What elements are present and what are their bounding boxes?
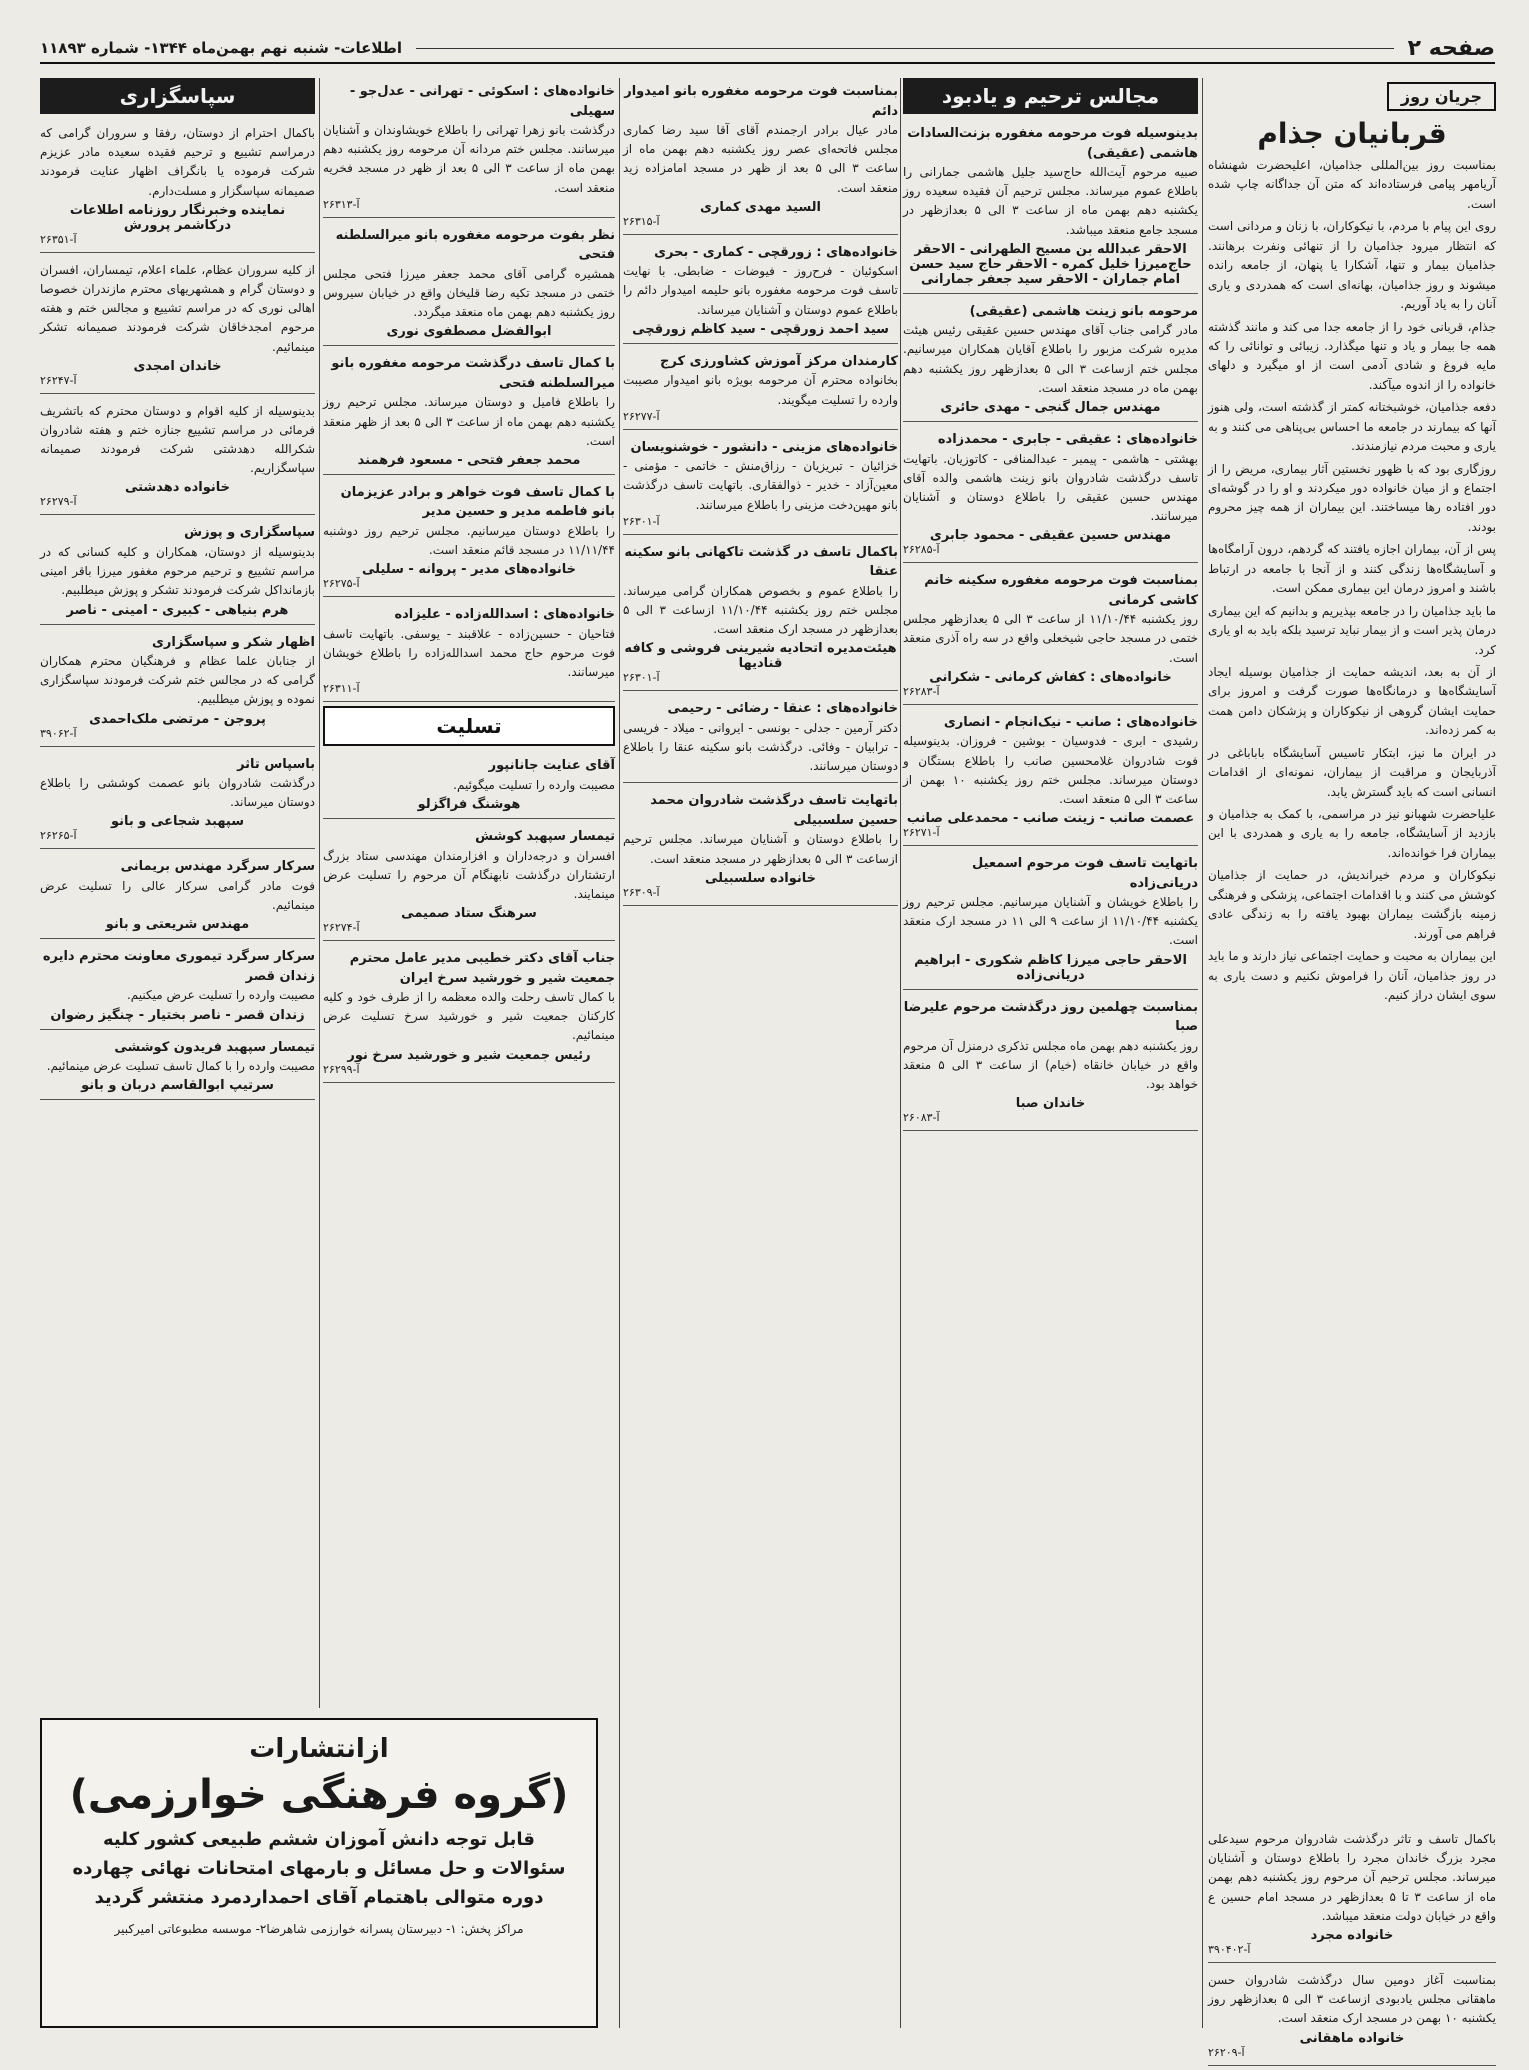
notice-title: سرکار سرگرد مهندس بریمانی bbox=[120, 859, 315, 875]
notice-item bbox=[903, 567, 1198, 705]
notice-item bbox=[623, 348, 898, 430]
editorial-paragraph: در ایران ما نیز، ابتکار تاسیس آسایشگاه بابا‌باغی در آذربایجان و مراقبت از بیماران، نمونه‌ای از اقدامات انسانی است که باید گسترش یابد. bbox=[1208, 745, 1496, 799]
notice-list bbox=[323, 78, 615, 702]
notice-title: خانواده‌های : زورقچی - کماری - بحری bbox=[654, 244, 898, 260]
notice-body: صبیه مرحوم آیت‌الله حاج‌سید جلیل هاشمی جمارانی را باطلاع عموم میرساند. مجلس ترحیم آن فقیده سعیده روز یکشنبه دهم بهمن ماه از ساعت ۳ الی ۵ بعدازظهر در مسجد جامع منعقد میباشد. bbox=[903, 165, 1198, 237]
notice-body: افسران و درجه‌داران و افزارمندان مهندسی ستاد بزرگ ارتشتاران درگذشت نابهنگام آن مرحوم را تسلیت عرض مینمایند. bbox=[323, 848, 615, 901]
notice-code: آ-۲۶۲۶۵ bbox=[40, 829, 77, 843]
notice-body: فتاحیان - حسین‌زاده - علاقبند - یوسفی. باتهایت تاسف فوت مرحوم حاج محمد اسدالله‌زاده را باطلاع خویشان میرسانند. bbox=[323, 626, 615, 680]
thanks-banner: سپاسگزاری bbox=[40, 78, 315, 114]
notice-title: بمناسبت فوت مرحومه مغفوره سکینه خانم کاشی کرمانی bbox=[924, 573, 1198, 608]
notice-body: با کمال تاسف رحلت والده معظمه را از طرف خود و کلیه کارکنان جمعیت شیر و خورشید سرخ تسلیت عرض مینمائیم. bbox=[323, 990, 615, 1043]
notice-code: آ-۲۶۲۷۹ bbox=[40, 495, 77, 509]
editorial-title: قربانیان جذام bbox=[1257, 117, 1447, 150]
notice-title: خانواده‌های : اسکوئی - تهرانی - عدل‌جو - سهیلی bbox=[349, 84, 615, 119]
editorial-paragraph: روی این پیام با مردم، با نیکوکاران، با زنان و مردانی است که انتظار میرود جذامیان را از تنهائی ونفرت برهانند. جذامیان بیمار و تنها، آشکارا یا پنهان، از جامعه رانده میشوند و روز جذامیان، بهانه‌ای است که همدردی و یاری آنان را به یاد آوریم. bbox=[1208, 219, 1496, 312]
notice-signature: خانواده‌های مدیر - پروانه - سلیلی bbox=[362, 562, 576, 578]
editorial-paragraph: دفعه جذامیان، خوشبختانه کمتر از گذشته است، ولی هنوز آنها که بیمارند در جامعه ما احساس بی‌پناهی می کنند و به یاری و محبت مردم نیازمندند. bbox=[1208, 400, 1496, 454]
notice-signature: مهندس حسین عقیقی - محمود جابری bbox=[929, 528, 1172, 544]
notice-signature: السید مهدی کماری bbox=[699, 199, 822, 215]
notice-item bbox=[623, 695, 898, 783]
notice-signature: خاندان صبا bbox=[1015, 1096, 1086, 1112]
notice-title: با کمال تاسف فوت خواهر و برادر عزیزمان بانو فاطمه مدیر و حسین مدیر bbox=[340, 484, 615, 520]
memorial-column-3 bbox=[323, 78, 615, 1718]
notice-body: اسکوئیان - فرح‌روز - فیوضات - ضابطی. با نهایت تاسف فوت مرحومه مغفوره بانو حلیمه امیدوار دائم را باطلاع عموم دوستان و آشنایان میرساند. bbox=[623, 264, 898, 317]
notice-title: مرحومه بانو زینت هاشمی (عقیقی) bbox=[969, 303, 1198, 319]
notice-body: باکمال احترام از دوستان، رفقا و سروران گرامی که درمراسم تشییع و ترحیم فقیده سعیده مادر عزیزم شرکت فرموده یا بانگراف اظهار عنایت فرمودند صمیمانه سپاسگزار و مسلت‌دارم. bbox=[40, 126, 315, 198]
notice-item bbox=[40, 751, 315, 850]
notice-code: آ-۲۶۲۸۳ bbox=[903, 684, 940, 698]
notice-title: باتهایت تاسف درگذشت شادروان محمد حسین سلسبیلی bbox=[650, 793, 898, 828]
notice-body: از کلیه سروران عظام، علماء اعلام، تیمساران، افسران و دوستان گرام و همشهریهای محترم مازندران خصوصا اهالی نوری که در مراسم تشییع و مجالس ختم و هفته مرحوم امجدخاقان شرکت فرمودند صمیمانه تشکر مینمائیم. bbox=[40, 262, 315, 354]
notice-item bbox=[323, 601, 615, 702]
notice-body: باکمال تاسف و تاثر درگذشت شادروان مرحوم سیدعلی مجرد بزرگ خاندان مجرد را باطلاع دوستان و آشنایان میرساند. مجلس ترحیم آن مرحوم روز یکشنبه دهم بهمن ماه از ساعت ۳ تا ۵ بعدازظهر در مسجد امام حسین ع واقع در خیابان دولت منعقد میباشد. bbox=[1208, 1832, 1497, 1923]
notice-code: آ-۲۶۲۷۴ bbox=[323, 921, 360, 935]
notice-body: درگذشت بانو زهرا تهرانی را باطلاع خویشاوندان و آشنایان میرسانند. مجلس ختم مردانه آن مرحومه روز یکشنبه دهم بهمن ماه از ساعت ۳ الی ۵ بعد از ظهر در مسجد فخریه منعقد است. bbox=[323, 123, 616, 195]
notice-title: باتهایت تاسف فوت مرحوم اسمعیل دریانی‌زاده bbox=[972, 856, 1198, 891]
notice-signature: خانواده سلسبیلی bbox=[704, 870, 816, 886]
notice-code: آ-۲۶۳۱۳ bbox=[323, 197, 360, 211]
notice-title: خانواده‌های : عقیقی - جابری - محمدزاده bbox=[937, 432, 1198, 447]
notice-item bbox=[40, 853, 315, 939]
notice-title: باسپاس تاثر bbox=[237, 756, 315, 772]
ad-line: سئوالات و حل مسائل و بارمهای امتحانات نهائی چهارده bbox=[72, 1857, 566, 1879]
notice-title: خانواده‌های : اسدالله‌زاده - علیزاده bbox=[394, 607, 615, 623]
notice-code: آ-۳۹۰۶۲ bbox=[40, 726, 77, 740]
notice-title: خانواده‌های : صانب - نیک‌انجام - انصاری bbox=[943, 714, 1198, 730]
ad-publisher: (گروه فرهنگی خوارزمی) bbox=[69, 1772, 569, 1818]
notice-body: بخانواده محترم آن مرحومه بویژه بانو امیدوار مصیبت وارده را تسلیت میگویند. bbox=[623, 373, 898, 407]
notice-item bbox=[40, 398, 315, 516]
notice-code: آ-۲۶۳۰۹ bbox=[623, 885, 660, 899]
notice-signature: خاندان امجدی bbox=[133, 358, 222, 374]
notice-body: را باطلاع عموم و بخصوص همکاران گرامی میرساند. مجلس ختم روز یکشنبه ۱۱/۱۰/۴۴ ازساعت ۳ الی ۵ بعدازظهر در مسجد ارک منعقد است. bbox=[623, 583, 898, 637]
notice-list bbox=[903, 120, 1198, 1131]
publication-advertisement bbox=[40, 1718, 598, 2028]
notice-title: نظر بفوت مرحومه مغفوره بانو میرالسلطنه فتحی bbox=[335, 227, 615, 263]
notice-signature: مهندس شریعتی و بانو bbox=[105, 917, 250, 933]
notice-item bbox=[903, 120, 1198, 294]
notice-body: را باطلاع دوستان و آشنایان میرساند. مجلس ترحیم ازساعت ۳ الی ۵ بعدازظهر در مسجد منعقد است. bbox=[623, 832, 898, 866]
notice-title: تیمسار سپهبد فریدون کوششی bbox=[114, 1039, 315, 1055]
notice-title: با کمال تاسف درگذشت مرحومه مغفوره بانو میرالسلطنه فتحی bbox=[331, 356, 615, 391]
notice-signature: سید احمد زورقچی - سید کاظم زورقچی bbox=[632, 321, 889, 337]
notice-code: آ-۲۶۲۷۱ bbox=[903, 826, 940, 840]
condolence-list bbox=[323, 752, 615, 1082]
notice-signature: مهندس جمال گنجی - مهدی حائری bbox=[940, 400, 1161, 415]
notice-signature: زندان قصر - ناصر بختیار - چنگیز رضوان bbox=[50, 1007, 305, 1023]
notice-body: را باطلاع فامیل و دوستان میرساند. مجلس ترحیم روز یکشنبه دهم بهمن ماه از ساعت ۳ الی ۵ بعد از ظهر منعقد است. bbox=[323, 395, 615, 448]
notice-signature: هرم بنیاهی - کبیری - امینی - ناصر bbox=[66, 602, 289, 618]
notice-body: رشیدی - ابری - فدوسیان - بوشین - فروزان. بدینوسیله فوت شادروان غلامحسین صانب را باطلاع بستگان و دوستان میرساند. مجلس ختم روز یکشنبه ۱۰ بهمن از ساعت ۳ الی ۵ منعقد است. bbox=[903, 734, 1198, 806]
notice-title: بدینوسیله فوت مرحومه مغفوره بزنت‌السادات هاشمی (عقیقی) bbox=[907, 126, 1198, 161]
notice-item bbox=[323, 479, 615, 597]
notice-body: روز یکشنبه دهم بهمن ماه مجلس تذکری درمنزل آن مرحوم واقع در خیابان خانقاه (خیام) از ساعت ۳ الی ۵ منعقد خواهد بود. bbox=[903, 1038, 1199, 1091]
notice-item bbox=[903, 709, 1198, 846]
thanks-column bbox=[40, 78, 315, 1708]
notice-code: آ-۲۶۲۷۷ bbox=[623, 409, 660, 423]
ad-heading: ازانتشارات bbox=[249, 1734, 389, 1764]
notice-body: مادر عیال برادر ارجمندم آقای آقا سید رضا کماری مجلس فاتحه‌ای عصر روز یکشنبه دهم بهمن ماه از ساعت ۳ الی ۵ بعد از ظهر در مسجد امامزاده زید منعقد است. bbox=[623, 123, 898, 195]
notice-signature: سرتیپ ابوالقاسم دربان و بانو bbox=[81, 1078, 274, 1094]
notice-signature: پروجن - مرتضی ملک‌احمدی bbox=[89, 711, 266, 727]
notice-code: آ-۲۶۳۵۱ bbox=[40, 232, 77, 246]
column-divider bbox=[900, 78, 901, 2028]
ad-line: قابل توجه دانش آموزان ششم طبیعی کشور کلیه bbox=[103, 1829, 535, 1850]
notice-code: آ-۲۶۳۰۱ bbox=[623, 514, 660, 528]
condolence-banner: تسلیت bbox=[323, 706, 615, 746]
notice-signature: خانواده مجرد bbox=[1310, 1927, 1394, 1943]
notice-item bbox=[903, 426, 1198, 563]
notice-body: مصیبت وارده را تسلیت عرض میکنیم. bbox=[126, 988, 315, 1003]
notice-item bbox=[323, 350, 615, 475]
notice-signature: خانواده ماهقانی bbox=[1299, 2030, 1405, 2046]
notice-title: خانواده‌های : عنقا - رضائی - رحیمی bbox=[667, 701, 898, 717]
notice-code: آ-۲۶۲۷۵ bbox=[323, 577, 360, 591]
notice-code: آ-۲۶۲۰۹ bbox=[1208, 2045, 1245, 2059]
notice-title: تیمسار سپهبد کوشش bbox=[475, 829, 615, 844]
notice-code: آ-۲۶۳۱۵ bbox=[623, 214, 660, 228]
notice-item bbox=[623, 434, 898, 535]
notice-title: بمناسبت فوت مرحومه مغفوره بانو امیدوار دائم bbox=[624, 84, 898, 119]
editorial-paragraph: نیکوکاران و مردم خیراندیش، در حمایت از جذامیان کوشش می کنند و با اقدامات اجتماعی، پزشکی و فرهنگی زمینه بازگشت بیماران بهبود یافته را به زندگی عادی فراهم می آورند. bbox=[1208, 868, 1496, 941]
notice-signature: نماینده وخبرنگار روزنامه اطلاعات درکاشمر پرورش bbox=[69, 202, 286, 233]
notice-title: اظهار شکر و سپاسگزاری bbox=[152, 634, 315, 650]
notice-item bbox=[323, 752, 615, 819]
notice-item bbox=[323, 78, 615, 218]
ad-distribution: مراکز پخش: ۱- دبیرستان پسرانه خوارزمی شاهرضا۲- موسسه مطبوعاتی امیرکبیر bbox=[114, 1922, 524, 1937]
notice-signature: رئیس جمعیت شیر و خورشید سرخ نور bbox=[347, 1047, 591, 1063]
notice-code: آ-۲۶۲۸۵ bbox=[903, 543, 940, 557]
editorial-paragraph: پس از آن، بیماران اجازه یافتند که گردهم، درون آرامگاه‌ها و آسایشگاه‌ها زندگی کنند و از آنجا با جامعه در ارتباط باشند و امروز درمان این بیماری ممکن است. bbox=[1208, 542, 1496, 596]
memorial-banner: مجالس ترحیم و یادبود bbox=[903, 78, 1198, 114]
notice-title: بمناسبت چهلمین روز درگذشت مرحوم علیرضا صبا bbox=[903, 999, 1198, 1035]
notice-item bbox=[40, 120, 315, 253]
editorial-body bbox=[1208, 156, 1496, 1005]
notice-item bbox=[40, 519, 315, 624]
right-bottom-notices bbox=[1208, 1826, 1496, 2070]
memorial-column-1 bbox=[903, 78, 1198, 2028]
notice-title: باکمال تاسف در گذشت تاکهانی بانو سکینه عنقا bbox=[624, 544, 898, 580]
notice-item bbox=[623, 539, 898, 692]
notice-item bbox=[623, 787, 898, 905]
page-header bbox=[40, 34, 1495, 64]
notice-body: همشیره گرامی آقای محمد جعفر میرزا فتحی مجلس ختمی در مسجد تکیه رضا قلیخان واقع در خیابان سیروس روز یکشنبه دهم بهمن ماه منعقد میگردد. bbox=[323, 266, 615, 320]
notice-code: آ-۲۶۳۰۱ bbox=[623, 671, 660, 685]
notice-body: فوت مادر گرامی سرکار عالی را تسلیت عرض مینمائیم. bbox=[40, 878, 315, 913]
notice-signature: الاحقر عبدالله بن مسیح الطهرانی - الاحقر حاج‌میرزا خلیل کمره - الاحقر حاج سید حسن امام جماران - الاحقر سید جعفر جمارانی bbox=[909, 241, 1192, 287]
notice-item bbox=[323, 945, 615, 1083]
column-divider bbox=[1202, 78, 1203, 2028]
notice-list bbox=[40, 120, 315, 1100]
notice-title: آقای عنایت جانانپور bbox=[488, 758, 615, 774]
notice-item bbox=[1208, 1967, 1496, 2066]
notice-code: آ-۳۹۰۴۰۲ bbox=[1208, 1942, 1251, 1956]
notice-signature: ابوالفضل مصطفوی نوری bbox=[386, 324, 552, 340]
notice-item bbox=[40, 943, 315, 1029]
notice-body: خزائیان - تبریزیان - رزاق‌منش - خاتمی - مؤمنی - معین‌آزاد - خدیر - ذوالفقاری. باتهایت تاسف درگذشت بانو مهین‌دخت مزینی را باطلاع میرسانند. bbox=[623, 459, 898, 512]
editorial-paragraph: علیاحضرت شهبانو نیز در مراسمی، با کمک به جذامیان و بازدید از آسایشگاه، جامعه را به یاری و همدردی با این بیماران فرا خوانده‌اند. bbox=[1208, 807, 1496, 860]
notice-body: روز یکشنبه ۱۱/۱۰/۴۴ از ساعت ۳ الی ۵ بعدازظهر مجلس ختمی در مسجد حاجی شیخعلی واقع در سه راه آذری منعقد است. bbox=[903, 612, 1198, 665]
notice-body: دکتر آرمین - جدلی - بونسی - ایروانی - میلاد - فریسی - ترابیان - وفائی. درگذشت بانو سکینه عنقا را باطلاع دوستان میرسانند. bbox=[623, 720, 898, 774]
notice-signature: هیئت‌مدیره اتحادیه شیرینی فروشی و کافه قنادیها bbox=[624, 641, 897, 672]
notice-item bbox=[623, 78, 898, 235]
notice-item bbox=[1208, 1826, 1496, 1963]
notice-signature: خانواده دهدشتی bbox=[124, 480, 231, 496]
editorial-paragraph: روزگاری بود که با ظهور نخستین آثار بیماری، مریض را از اجتماع و از میان خانواده دور میکردند و او را در گوشه‌ای دور افتاده رها میساختند. این بیماران از همه چیز محروم بودند. bbox=[1208, 461, 1496, 534]
column-divider bbox=[319, 78, 320, 1708]
notice-body: بمناسبت آغاز دومین سال درگذشت شادروان حسن ماهقانی مجلس یادبودی ازساعت ۳ الی ۵ بعدازظهر روز یکشنبه ۱۰ بهمن در مسجد ارک منعقد است. bbox=[1208, 1972, 1496, 2026]
notice-code: آ-۲۶۳۱۱ bbox=[323, 682, 360, 696]
issue-line: اطلاعات- شنبه نهم بهمن‌ماه ۱۳۴۴- شماره ۱۱۸۹۳ bbox=[40, 39, 402, 57]
editorial-column bbox=[1208, 78, 1496, 1818]
notice-code: آ-۲۶۲۹۹ bbox=[323, 1062, 360, 1076]
notice-title: سرکار سرگرد تیموری معاونت محترم دایره زندان قصر bbox=[42, 949, 315, 984]
notice-title: خانواده‌های مزینی - دانشور - خوشنویسان bbox=[630, 439, 898, 455]
notice-body: را باطلاع خویشان و آشنایان میرسانیم. مجلس ترحیم روز یکشنبه ۱۱/۱۰/۴۴ از ساعت ۹ الی ۱۱ در مسجد ارک منعقد است. bbox=[903, 895, 1198, 948]
notice-body: بهشتی - هاشمی - پیمبر - عبدالمنافی - کاتوزیان. باتهایت تاسف درگذشت شادروان بانو زینت هاشمی والده آقای مهندس حسین عقیقی را باطلاع دوستان و آشنایان میرسانند. bbox=[903, 451, 1198, 524]
editorial-paragraph: این بیماران به محبت و حمایت اجتماعی نیاز دارند و ما باید در روز جذامیان، آنان را فراموش نکنیم و دست یاری به سوی ایشان دراز کنیم. bbox=[1208, 949, 1496, 1002]
ad-line: دوره متوالی باهتمام آقای احمداردمرد منتشر گردید bbox=[94, 1886, 544, 1908]
notice-signature: هوشنگ فراگزلو bbox=[417, 797, 521, 812]
notice-signature: سرهنگ ستاد صمیمی bbox=[401, 906, 537, 922]
notice-signature: عصمت صانب - زینت صانب - محمدعلی صانب bbox=[906, 811, 1195, 827]
notice-item bbox=[40, 1034, 315, 1101]
notice-body: مصیبت وارده را با کمال تاسف تسلیت عرض مینمائیم. bbox=[46, 1059, 315, 1073]
notice-item bbox=[903, 994, 1198, 1132]
notice-title: کارمندان مرکز آموزش کشاورزی کرج bbox=[660, 353, 898, 369]
notice-code: آ-۲۶۰۸۳ bbox=[903, 1111, 940, 1125]
section-label: جریان روز bbox=[1387, 82, 1496, 111]
notice-list bbox=[623, 78, 898, 906]
notice-body: درگذشت شادروان بانو عصمت کوششی را باطلاع دوستان میرساند. bbox=[40, 776, 315, 810]
editorial-paragraph: بمناسبت روز بین‌المللی جذامیان، اعلیحضرت شهنشاه آریامهر پیامی فرستاده‌اند که متن آن جداگانه چاپ شده است. bbox=[1208, 158, 1496, 211]
memorial-column-2 bbox=[623, 78, 898, 2028]
notice-body: از جنابان علما عظام و فرهنگیان محترم همکاران گرامی که در مجالس ختم شرکت فرمودند سپاسگزاری نموده و پوزش میطلبیم. bbox=[40, 654, 315, 707]
notice-item bbox=[40, 629, 315, 747]
editorial-paragraph: ما باید جذامیان را در جامعه بپذیریم و بدانیم که این بیماری درمان پذیر است و از بیمار نباید ترسید بلکه باید به او یاری کرد. bbox=[1208, 603, 1496, 657]
notice-body: را باطلاع دوستان میرسانیم. مجلس ترحیم روز دوشنبه ۱۱/۱۱/۴۴ در مسجد قائم منعقد است. bbox=[323, 523, 615, 558]
editorial-paragraph: جذام، قربانی خود را از جامعه جدا می کند و مانند گذشته همه جا بیمار و یاد و تنها میگذارد. زیبائی و توانائی را که مایه فروغ و شادی آدمی است از او میگیرد و دلهای خانواده را از اندوه میآکند. bbox=[1208, 319, 1496, 392]
header-rule bbox=[416, 48, 1394, 49]
notice-body: مادر گرامی جناب آقای مهندس حسین عقیقی رئیس هیئت مدیره شرکت مزبور را باطلاع آقایان همکاران میرسانیم. مجلس ختم ازساعت ۳ الی ۵ بعدازظهر روز یکشنبه دهم بهمن ماه در مسجد منعقد است. bbox=[903, 323, 1198, 395]
notice-signature: محمد جعفر فتحی - مسعود فرهمند bbox=[357, 452, 581, 468]
editorial-paragraph: از آن به بعد، اندیشه حمایت از جذامیان بوسیله ایجاد آسایشگاه‌ها و درمانگاه‌ها صورت گرفت و امروز برای حمایت ایشان گروهی از نیکوکاران و پزشکان دامن همت به کمر زده‌اند. bbox=[1208, 664, 1496, 738]
notice-item bbox=[40, 257, 315, 394]
notice-signature: خانواده‌های : کفاش کرمانی - شکرانی bbox=[929, 669, 1172, 685]
notice-item bbox=[903, 298, 1198, 422]
notice-body: مصیبت وارده را تسلیت میگوئیم. bbox=[453, 777, 615, 792]
page-number: صفحه ۲ bbox=[1407, 35, 1495, 61]
notice-body: بدینوسیله از دوستان، همکاران و کلیه کسانی که در مراسم تشییع و ترحیم مرحوم مغفور میرزا باقر امینی بازمانداکل شرکت فرمودند تشکر و پوزش میطلبیم. bbox=[40, 544, 315, 598]
notice-title: سپاسگزاری و پوزش bbox=[184, 525, 315, 541]
notice-code: آ-۲۶۲۴۷ bbox=[40, 373, 77, 387]
notice-item bbox=[903, 850, 1198, 990]
notice-signature: سپهبد شجاعی و بانو bbox=[110, 814, 244, 830]
notice-item bbox=[323, 823, 615, 941]
notice-body: بدینوسیله از کلیه اقوام و دوستان محترم که باتشریف فرمائی در مراسم تشییع جنازه ختم و هفته شادروان شکرالله دهدشتی شرکت فرمودند صمیمانه سپاسگزاریم. bbox=[40, 403, 315, 476]
notice-item bbox=[623, 239, 898, 344]
column-divider bbox=[619, 78, 620, 2028]
notice-title: جناب آقای دکتر خطیبی مدیر عامل محترم جمعیت شیر و خورشید سرخ ایران bbox=[349, 951, 615, 986]
notice-item bbox=[323, 222, 615, 347]
notice-signature: الاحقر حاجی میرزا کاظم شکوری - ابراهیم دریانی‌زاده bbox=[914, 952, 1187, 983]
